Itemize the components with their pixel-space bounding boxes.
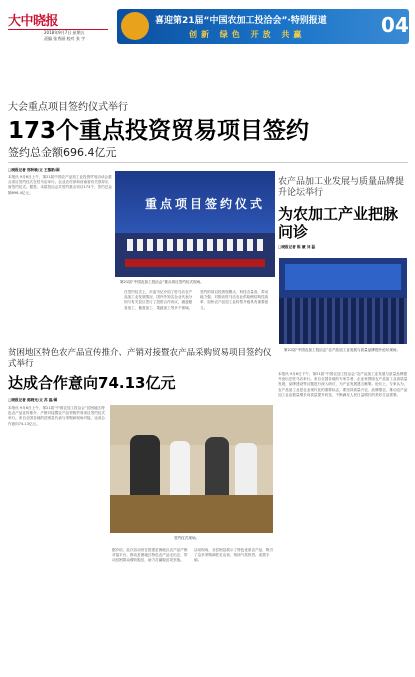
article1-photo [115,171,275,277]
newspaper-logo: 大中晓报 [8,14,59,29]
banner-slogan: 创新 绿色 开放 共赢 [189,30,306,39]
article3-kicker: 贫困地区特色农产品宣传推介、产销对接暨农产品采购贸易项目签约仪式举行 [8,348,272,369]
header-banner [117,9,409,44]
page-number: 04 [381,13,409,37]
article1-photo-caption: 第21届“中国农加工投洽会”重点项目签约仪式现场。 [120,280,204,284]
article3-photo [110,405,273,533]
issue-editors: 责编 张秀丽 校对 张 宇 [44,36,86,41]
article1-kicker: 大会重点项目签约仪式举行 [8,102,128,113]
article2-photo [279,258,407,344]
article1-body-col2: 在签约仪式上，市委书记介绍了驻马店农产品加工业发展情况，国内外知名企业代表分别与有关县区签订了投资合作协议，涵盖粮食加工、畜禽加工、果蔬加工等多个领域。 [124,290,193,310]
article2-body: 本报讯 9月6日下午，第21届“中国农加工投洽会”农产品加工业发展与质量品牌提升论坛在驻马店举行。来自全国各地的专家学者、企业家围绕农产品加工业高质量发展、品牌建设等议题进行深入研讨，为产业发展建言献策。论坛上，专家认为，农产品加工业是农业现代化的重要标志，要坚持质量兴农、品牌强农，推动农产品加工业由数量增长向质量提升转变，不断满足人民日益增长的美好生活需要。 [278,372,408,397]
banner-title: 喜迎第21届“中国农加工投洽会”·特别报道 [155,16,327,26]
divider [8,162,408,163]
article3-headline: 达成合作意向74.13亿元 [8,374,176,392]
stage-backdrop-text: 重点项目签约仪式 [145,197,266,211]
article1-byline: □晓报记者 郑秋敏/文 王慕皓/图 [8,168,60,172]
article1-body-col3: 签约的项目投资规模大、科技含量高、带动能力强，对推动驻马店农业供给侧结构性改革、加快农产品加工业转型升级具有重要意义。 [200,290,269,310]
article1-subhead: 签约总金额696.4亿元 [8,146,117,159]
article2-kicker: 农产品加工业发展与质量品牌提升论坛举行 [278,177,405,198]
article1-body-col1: 本报讯 9月6日上午，第21届中国农产品加工业投资贸易洽谈会重点项目签约仪式在驻马店举行。农业农村部和河南省有关领导出席签约仪式。据悉，本届投洽会共签约重点项目173个，签约总金额696.4亿元。 [8,175,112,195]
event-emblem-icon [121,12,149,40]
article3-body-col3: 活动现场，各贫困县展示了特色优质农产品，吸引了众多采购商驻足洽谈，现场气氛热烈，成果丰硕。 [194,548,274,563]
article3-body-col1: 本报讯 9月6日上午，第21届“中国农加工投洽会”贫困地区特色农产品宣传推介、产销对接暨农产品采购贸易项目签约仪式举行。来自全国各地的贫困县代表与采购商现场对接，达成合作意向74.13亿元。 [8,406,106,426]
issue-date: 2018年9月7日 星期五 [44,30,85,35]
article2-byline: □晓报记者 陈 薇 刘 磊 [278,245,316,249]
article2-photo-caption: 第21届“中国农加工投洽会”农产品加工业发展与质量品牌提升论坛现场。 [284,348,401,352]
article2-headline: 为农加工产业把脉问诊 [278,205,399,241]
article1-headline: 173个重点投资贸易项目签约 [8,118,310,144]
article3-body-col2: 据介绍，此次活动旨在搭建贫困地区农产品产销对接平台，推动贫困地区特色农产品走出去，带动贫困群众增收脱贫，助力打赢脱贫攻坚战。 [112,548,188,563]
article3-photo-caption: 签约仪式现场。 [174,536,200,540]
article3-byline: □晓报记者 郭晓光/文 苏 蕊/图 [8,398,58,402]
